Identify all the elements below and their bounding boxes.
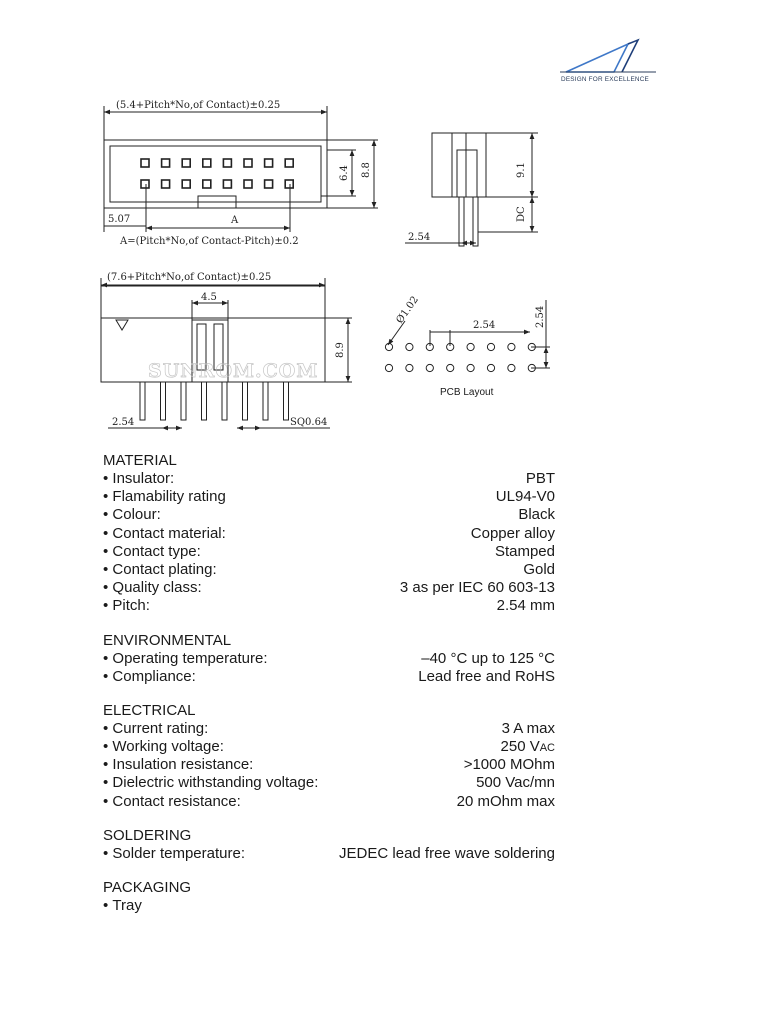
dim-sq: SQ0.64 <box>290 417 328 428</box>
hole-dia: Ø1.02 <box>394 294 421 326</box>
pcb-hole <box>487 343 494 350</box>
spec-row <box>103 525 555 543</box>
contact-hole <box>265 180 273 188</box>
contact-hole <box>162 180 170 188</box>
section-title-electrical: ELECTRICAL <box>103 701 196 719</box>
front-length-label: (7.6+Pitch*No,of Contact)±0.25 <box>107 272 272 283</box>
contact-hole <box>285 159 293 167</box>
header-pin <box>263 382 268 420</box>
contact-hole <box>223 180 231 188</box>
pcb-hole <box>508 364 515 371</box>
contact-hole <box>223 159 231 167</box>
contact-hole <box>244 159 252 167</box>
dim-4-5: 4.5 <box>201 292 217 303</box>
spec-value <box>501 738 555 756</box>
spec-row <box>103 597 555 615</box>
section-title-packaging: PACKAGING <box>103 879 192 896</box>
contact-hole <box>141 159 149 167</box>
spec-row <box>103 793 555 811</box>
pcb-dim-pitch-x: 2.54 <box>473 320 496 331</box>
spec-value: –40 °C up to 125 °C <box>421 649 555 667</box>
spec-label: • Current rating: <box>103 720 208 738</box>
logo-tagline: DESIGN FOR EXCELLENCE <box>561 76 650 83</box>
spec-row <box>103 756 555 774</box>
spec-label: • Operating temperature: <box>103 650 268 668</box>
spec-row <box>103 579 555 597</box>
pcb-hole <box>467 364 474 371</box>
dim-6-4: 6.4 <box>339 165 350 181</box>
pcb-hole <box>406 364 413 371</box>
contact-hole <box>203 180 211 188</box>
spec-label: • Tray <box>103 897 142 915</box>
spec-row <box>103 561 555 579</box>
pcb-hole <box>406 343 413 350</box>
spec-label: • Colour: <box>103 506 161 524</box>
pcb-hole <box>508 343 515 350</box>
spec-label: • Compliance: <box>103 668 196 686</box>
spec-row <box>103 845 555 863</box>
pcb-hole <box>447 364 454 371</box>
side-view <box>405 133 538 246</box>
spec-label: • Contact resistance: <box>103 793 241 811</box>
contact-hole <box>285 180 293 188</box>
spec-value-unit: AC <box>539 742 555 755</box>
section-title-soldering: SOLDERING <box>103 826 192 844</box>
contact-holes <box>141 159 293 188</box>
environmental-list <box>103 650 555 686</box>
dim-8-9: 8.9 <box>335 342 346 358</box>
pcb-hole <box>467 343 474 350</box>
spec-label: • Contact type: <box>103 543 201 561</box>
dim-dc: DC <box>516 206 527 222</box>
spec-value: 20 mOhm max <box>456 792 555 810</box>
section-title-material: MATERIAL <box>103 452 177 469</box>
spec-label: • Working voltage: <box>103 738 224 756</box>
spec-value: Black <box>518 506 555 524</box>
contact-hole <box>141 180 149 188</box>
contact-hole <box>265 159 273 167</box>
spec-row <box>103 738 555 756</box>
spec-row <box>103 720 555 738</box>
dim-9-1: 9.1 <box>516 162 527 178</box>
technical-drawing <box>0 0 768 450</box>
spec-label: • Insulator: <box>103 470 174 488</box>
spec-row <box>103 488 555 506</box>
section-title-environmental: ENVIRONMENTAL <box>103 631 232 649</box>
header-pin <box>202 382 207 420</box>
pcb-layout-label: PCB Layout <box>440 387 494 398</box>
spec-label: • Insulation resistance: <box>103 756 253 774</box>
spec-row <box>103 650 555 668</box>
spec-value: Copper alloy <box>470 524 555 542</box>
packaging-list <box>103 897 555 915</box>
spec-label: • Flamability rating <box>103 488 226 506</box>
electrical-list <box>103 720 555 811</box>
a-formula: A=(Pitch*No,of Contact-Pitch)±0.2 <box>120 236 299 247</box>
spec-value: PBT <box>525 470 555 487</box>
spec-row <box>103 470 555 488</box>
contact-hole <box>244 180 252 188</box>
soldering-list <box>103 845 555 863</box>
spec-label: • Dielectric withstanding voltage: <box>103 774 318 792</box>
material-list <box>103 470 555 616</box>
spec-value: 3 as per IEC 60 603-13 <box>399 579 555 597</box>
spec-row <box>103 668 555 686</box>
spec-value: 3 A max <box>501 719 555 737</box>
pcb-hole <box>426 364 433 371</box>
contact-hole <box>203 159 211 167</box>
spec-value-main: 250 V <box>500 738 540 756</box>
spec-value: 500 Vac/mn <box>476 774 555 792</box>
top-length-label: (5.4+Pitch*No,of Contact)±0.25 <box>116 100 281 111</box>
dim-a: A <box>231 215 239 226</box>
header-pin <box>140 382 145 420</box>
header-pin <box>243 382 248 420</box>
spec-row <box>103 774 555 792</box>
header-pin <box>181 382 186 420</box>
side-dim-2-54: 2.54 <box>408 232 431 243</box>
spec-value: >1000 MOhm <box>463 756 555 774</box>
dim-5-07: 5.07 <box>108 214 131 225</box>
spec-label: • Contact plating: <box>103 561 217 579</box>
spec-label: • Contact material: <box>103 525 226 543</box>
header-pin <box>161 382 166 420</box>
contact-hole <box>182 159 190 167</box>
spec-value: Stamped <box>494 542 555 560</box>
pcb-holes <box>385 343 535 371</box>
spec-label: • Solder temperature: <box>103 845 245 863</box>
spec-row <box>103 897 555 915</box>
spec-value: JEDEC lead free wave soldering <box>339 844 555 862</box>
pcb-hole <box>487 364 494 371</box>
spec-value: Lead free and RoHS <box>418 667 555 685</box>
front-dim-2-54: 2.54 <box>112 417 135 428</box>
pcb-hole <box>385 343 392 350</box>
specifications <box>103 452 555 915</box>
header-pins <box>140 382 289 420</box>
spec-label: • Quality class: <box>103 579 202 597</box>
watermark: SUNROM.COM <box>148 360 319 382</box>
header-pin <box>222 382 227 420</box>
pcb-dim-pitch-y: 2.54 <box>535 305 546 328</box>
pcb-hole <box>385 364 392 371</box>
spec-value: Gold <box>523 560 555 578</box>
spec-value: 2.54 mm <box>496 597 555 615</box>
spec-value: UL94-V0 <box>495 488 555 506</box>
spec-row <box>103 543 555 561</box>
header-pin <box>284 382 289 420</box>
spec-row <box>103 506 555 524</box>
spec-label: • Pitch: <box>103 597 150 615</box>
top-view <box>104 106 378 232</box>
contact-hole <box>182 180 190 188</box>
dim-8-8: 8.8 <box>361 162 372 178</box>
contact-hole <box>162 159 170 167</box>
